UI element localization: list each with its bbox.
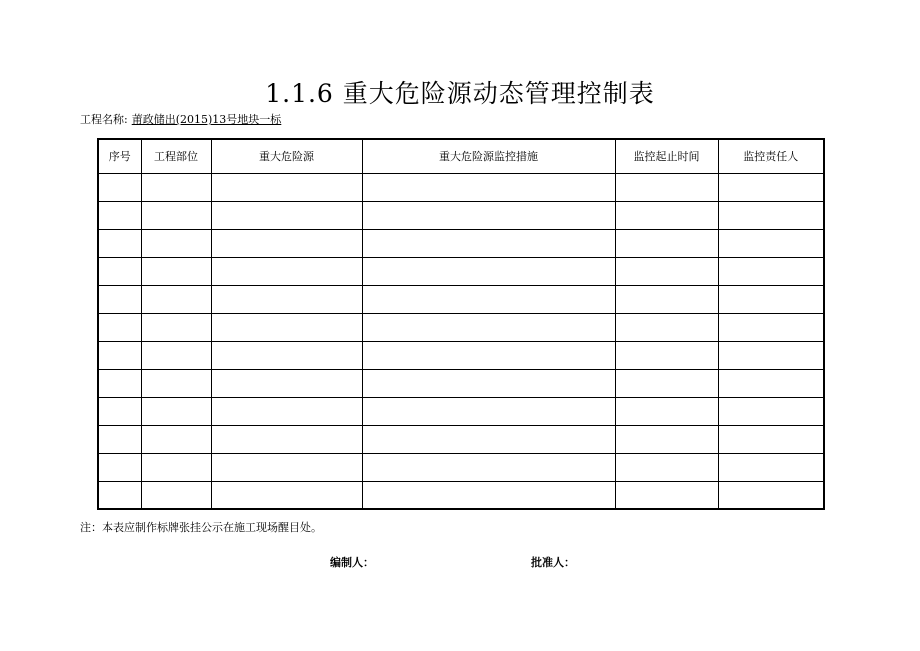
cell-monitoring-period xyxy=(615,369,718,397)
cell-serial-number xyxy=(98,257,141,285)
cell-serial-number xyxy=(98,453,141,481)
cell-serial-number xyxy=(98,369,141,397)
cell-monitoring-measures xyxy=(362,341,615,369)
footnote: 注：本表应制作标牌张挂公示在施工现场醒目处。 xyxy=(80,521,322,534)
cell-monitoring-measures xyxy=(362,397,615,425)
table-row xyxy=(98,481,824,509)
table-row xyxy=(98,257,824,285)
cell-serial-number xyxy=(98,285,141,313)
cell-major-hazard xyxy=(211,369,362,397)
cell-responsible-person xyxy=(718,285,824,313)
table-row xyxy=(98,201,824,229)
cell-monitoring-period xyxy=(615,201,718,229)
compiler-signature-label: 编制人： xyxy=(330,556,374,569)
header-monitoring-period: 监控起止时间 xyxy=(615,139,718,173)
cell-project-section xyxy=(141,369,211,397)
cell-monitoring-measures xyxy=(362,313,615,341)
table-row xyxy=(98,369,824,397)
cell-major-hazard xyxy=(211,313,362,341)
table-row xyxy=(98,453,824,481)
cell-monitoring-measures xyxy=(362,453,615,481)
approver-signature-label: 批准人： xyxy=(531,556,575,569)
table-body xyxy=(98,173,824,509)
header-project-section: 工程部位 xyxy=(141,139,211,173)
project-name-line xyxy=(80,113,281,127)
cell-project-section xyxy=(141,229,211,257)
cell-major-hazard xyxy=(211,481,362,509)
cell-responsible-person xyxy=(718,369,824,397)
table-row xyxy=(98,229,824,257)
cell-major-hazard xyxy=(211,173,362,201)
header-serial-number: 序号 xyxy=(98,139,141,173)
cell-serial-number xyxy=(98,397,141,425)
hazard-control-table xyxy=(97,138,825,510)
cell-major-hazard xyxy=(211,453,362,481)
cell-monitoring-measures xyxy=(362,425,615,453)
cell-monitoring-period xyxy=(615,481,718,509)
cell-monitoring-period xyxy=(615,173,718,201)
cell-responsible-person xyxy=(718,229,824,257)
cell-responsible-person xyxy=(718,425,824,453)
table-header-row xyxy=(98,139,824,173)
cell-monitoring-measures xyxy=(362,173,615,201)
cell-serial-number xyxy=(98,481,141,509)
cell-project-section xyxy=(141,201,211,229)
cell-major-hazard xyxy=(211,341,362,369)
cell-serial-number xyxy=(98,313,141,341)
cell-project-section xyxy=(141,481,211,509)
cell-monitoring-period xyxy=(615,257,718,285)
cell-major-hazard xyxy=(211,425,362,453)
table-row xyxy=(98,397,824,425)
cell-monitoring-period xyxy=(615,341,718,369)
cell-responsible-person xyxy=(718,173,824,201)
cell-monitoring-measures xyxy=(362,257,615,285)
cell-project-section xyxy=(141,313,211,341)
table-row xyxy=(98,285,824,313)
cell-monitoring-period xyxy=(615,313,718,341)
project-name-value: 莆政储出(2015)13号地块一标 xyxy=(131,113,282,126)
cell-major-hazard xyxy=(211,229,362,257)
cell-project-section xyxy=(141,285,211,313)
cell-responsible-person xyxy=(718,201,824,229)
cell-serial-number xyxy=(98,201,141,229)
cell-responsible-person xyxy=(718,453,824,481)
cell-monitoring-period xyxy=(615,285,718,313)
header-major-hazard: 重大危险源 xyxy=(211,139,362,173)
project-name-label: 工程名称: xyxy=(80,113,128,126)
cell-project-section xyxy=(141,425,211,453)
table-row xyxy=(98,341,824,369)
table-row xyxy=(98,173,824,201)
cell-responsible-person xyxy=(718,313,824,341)
cell-project-section xyxy=(141,257,211,285)
header-monitoring-measures: 重大危险源监控措施 xyxy=(362,139,615,173)
cell-monitoring-period xyxy=(615,453,718,481)
cell-monitoring-measures xyxy=(362,285,615,313)
cell-responsible-person xyxy=(718,397,824,425)
cell-project-section xyxy=(141,173,211,201)
cell-monitoring-measures xyxy=(362,229,615,257)
cell-serial-number xyxy=(98,425,141,453)
page-title: 1.1.6 重大危险源动态管理控制表 xyxy=(265,79,655,108)
cell-project-section xyxy=(141,397,211,425)
cell-monitoring-period xyxy=(615,425,718,453)
cell-serial-number xyxy=(98,229,141,257)
cell-monitoring-period xyxy=(615,229,718,257)
cell-serial-number xyxy=(98,341,141,369)
cell-major-hazard xyxy=(211,285,362,313)
cell-monitoring-period xyxy=(615,397,718,425)
cell-responsible-person xyxy=(718,341,824,369)
cell-project-section xyxy=(141,341,211,369)
header-responsible-person: 监控责任人 xyxy=(718,139,824,173)
cell-major-hazard xyxy=(211,257,362,285)
table-row xyxy=(98,313,824,341)
cell-responsible-person xyxy=(718,257,824,285)
cell-monitoring-measures xyxy=(362,481,615,509)
cell-responsible-person xyxy=(718,481,824,509)
cell-project-section xyxy=(141,453,211,481)
cell-major-hazard xyxy=(211,397,362,425)
table-row xyxy=(98,425,824,453)
cell-serial-number xyxy=(98,173,141,201)
cell-monitoring-measures xyxy=(362,201,615,229)
cell-major-hazard xyxy=(211,201,362,229)
cell-monitoring-measures xyxy=(362,369,615,397)
